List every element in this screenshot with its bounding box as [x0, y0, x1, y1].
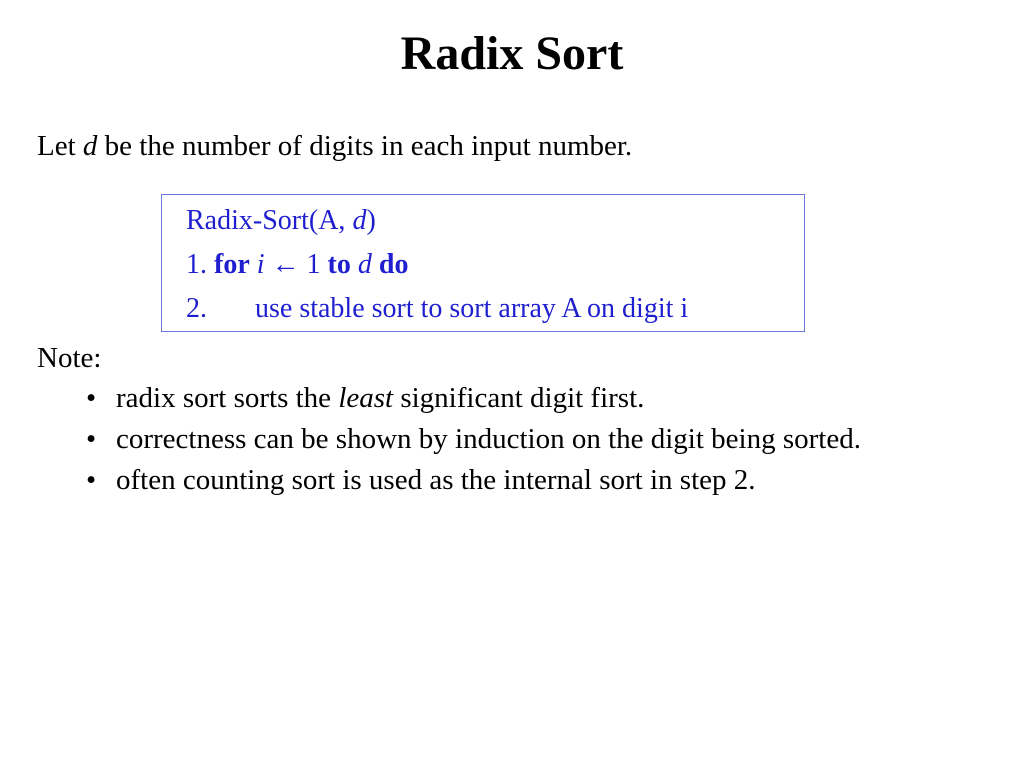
intro-var-d: d	[82, 130, 98, 162]
bullet2-text: correctness can be shown by induction on the digit being sorted.	[116, 423, 861, 455]
bullet1-suffix: significant digit first.	[393, 382, 645, 414]
keyword-do: do	[378, 249, 409, 280]
algorithm-line-1	[186, 243, 804, 287]
bullet1-emph: least	[338, 382, 394, 414]
arrow-one: ← 1	[264, 249, 328, 280]
intro-prefix: Let	[37, 130, 83, 162]
note-label: Note:	[37, 342, 102, 374]
bullet1-prefix: radix sort sorts the	[116, 382, 339, 414]
note-bullets	[86, 380, 861, 503]
keyword-to: to	[327, 249, 351, 280]
bullet-item	[86, 421, 861, 462]
line2-number: 2.	[186, 293, 207, 324]
bullet-icon: •	[86, 423, 97, 455]
var-d: d	[357, 249, 372, 280]
var-i: i	[256, 249, 265, 280]
algorithm-signature	[186, 199, 804, 243]
signature-var: d	[352, 205, 367, 236]
bullet3-text: often counting sort is used as the internal sort in step 2.	[116, 464, 756, 496]
line1-number: 1.	[186, 249, 214, 280]
bullet-item	[86, 380, 861, 421]
signature-suffix: )	[366, 205, 376, 236]
bullet-icon: •	[86, 464, 97, 496]
intro-line	[37, 128, 632, 164]
algorithm-box	[161, 194, 805, 332]
signature-prefix: Radix-Sort(A,	[186, 205, 353, 236]
algorithm-line-2	[186, 287, 804, 331]
bullet-item	[86, 462, 861, 503]
intro-suffix: be the number of digits in each input number.	[97, 130, 633, 162]
slide-title: Radix Sort	[400, 27, 624, 80]
bullet-icon: •	[86, 382, 97, 414]
line2-text: use stable sort to sort array A on digit i	[255, 293, 689, 324]
keyword-for: for	[214, 249, 250, 280]
